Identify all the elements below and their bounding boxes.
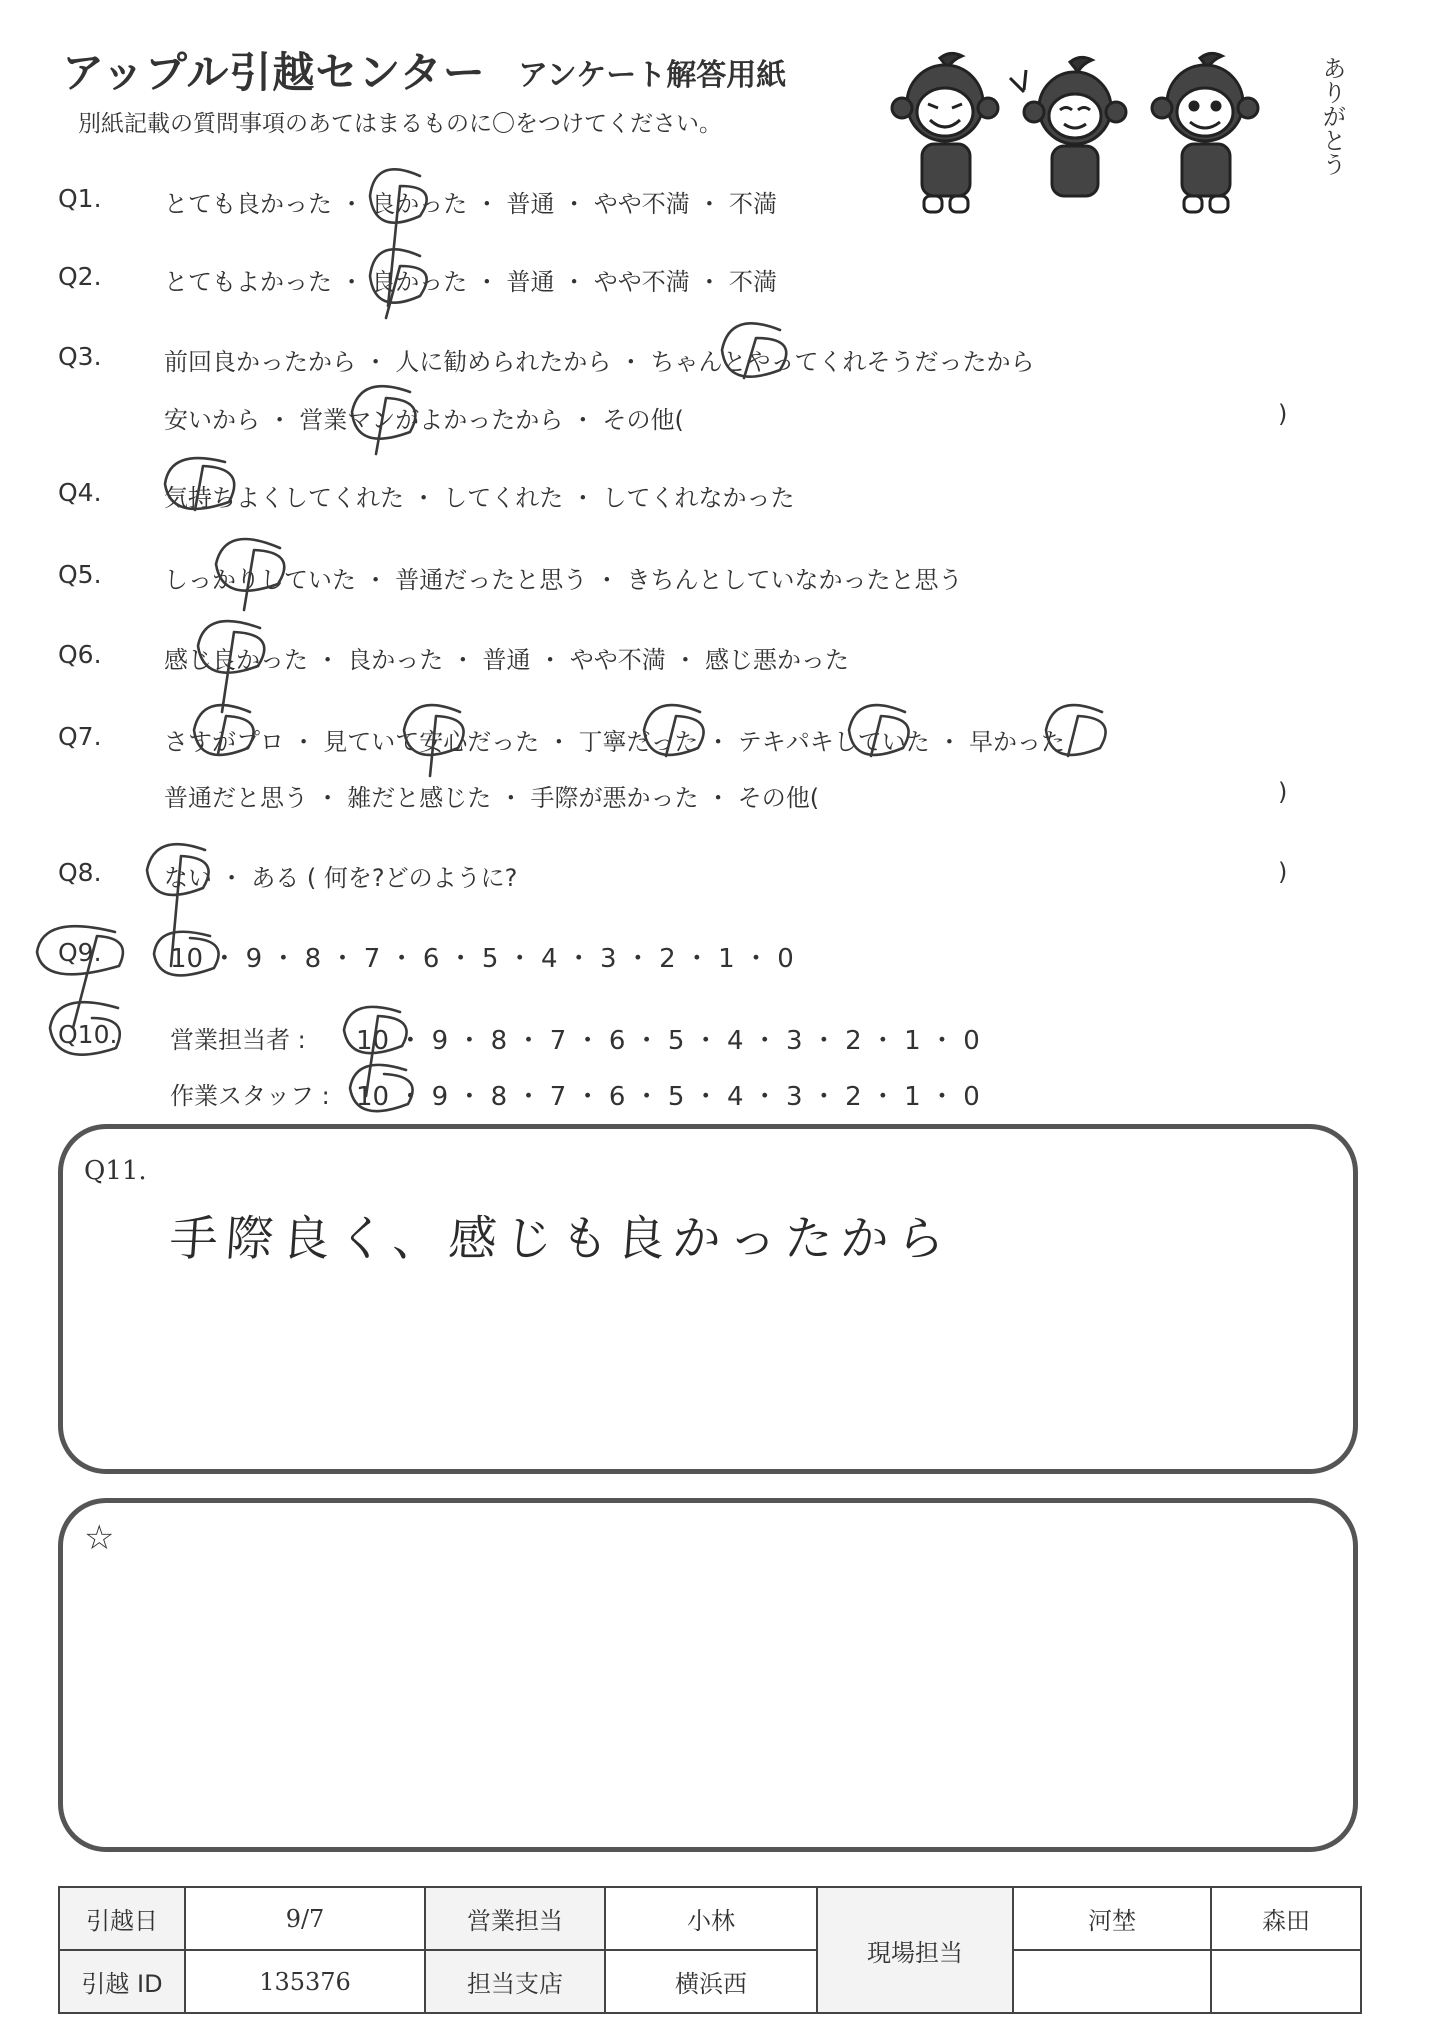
q3-close-paren: ) — [1278, 400, 1288, 428]
branch-value[interactable]: 横浜西 — [605, 1950, 817, 2013]
star-icon: ☆ — [84, 1518, 115, 1558]
mascot-text: ありがとう — [1318, 56, 1346, 176]
q9-label: Q9. — [58, 938, 102, 967]
move-id-value[interactable]: 135376 — [185, 1950, 425, 2013]
q10-label: Q10. — [58, 1020, 118, 1049]
q9-label-circle-mark — [37, 926, 123, 1028]
q10-sales-scale[interactable]: 10 ・ 9 ・ 8 ・ 7 ・ 6 ・ 5 ・ 4 ・ 3 ・ 2 ・ 1 ・ 0 — [356, 1026, 980, 1056]
form-subtitle: アンケート解答用紙 — [518, 58, 787, 93]
q9-scale[interactable]: 10 ・ 9 ・ 8 ・ 7 ・ 6 ・ 5 ・ 4 ・ 3 ・ 2 ・ 1 ・ 0 — [170, 944, 794, 974]
q10-sales-circle-mark — [344, 1007, 407, 1096]
q3-circle-mark-b — [352, 386, 415, 454]
site-rep-2-value[interactable]: 森田 — [1211, 1887, 1361, 1950]
q11-label: Q11. — [84, 1156, 147, 1186]
q3-options-line2[interactable]: 安いから ・ 営業マンがよかったから ・ その他( — [164, 406, 684, 434]
site-rep-label: 現場担当 — [817, 1887, 1013, 2013]
q4-circle-mark — [165, 458, 234, 510]
q7-circle-mark-a — [194, 705, 254, 755]
move-id-label: 引越 ID — [59, 1950, 185, 2013]
q4-label: Q4. — [58, 478, 102, 507]
site-rep-1-value[interactable]: 河埜 — [1013, 1887, 1211, 1950]
q10-label-circle-mark — [50, 1002, 120, 1054]
q2-circle-mark — [370, 249, 427, 318]
move-date-value[interactable]: 9/7 — [185, 1887, 425, 1950]
q7-close-paren: ) — [1278, 778, 1288, 806]
q1-circle-mark — [370, 169, 427, 306]
q1-options[interactable]: とても良かった ・ 良かった ・ 普通 ・ やや不満 ・ 不満 — [164, 190, 778, 218]
q6-circle-mark — [198, 621, 264, 712]
q8-close-paren: ) — [1278, 858, 1288, 886]
q5-label: Q5. — [58, 560, 102, 589]
q2-label: Q2. — [58, 262, 102, 291]
q10-sales-label: 営業担当者 : — [170, 1026, 306, 1054]
q5-options[interactable]: しっかりしていた ・ 普通だったと思う ・ きちんとしていなかったと思う — [164, 566, 963, 594]
sales-rep-label: 営業担当 — [425, 1887, 605, 1950]
q9-circle-mark — [154, 932, 219, 976]
q3-label: Q3. — [58, 342, 102, 371]
move-date-label: 引越日 — [59, 1887, 185, 1950]
q1-label: Q1. — [58, 184, 102, 213]
q10-staff-circle-mark — [350, 1065, 413, 1111]
branch-label: 担当支店 — [425, 1950, 605, 2013]
company-title: アップル引越センター — [62, 48, 486, 97]
q10-staff-scale[interactable]: 10 ・ 9 ・ 8 ・ 7 ・ 6 ・ 5 ・ 4 ・ 3 ・ 2 ・ 1 ・ 0 — [356, 1082, 980, 1112]
q11-answer[interactable]: 手際良く、感じも良かったから — [167, 1211, 955, 1267]
q6-options[interactable]: 感じ良かった ・ 良かった ・ 普通 ・ やや不満 ・ 感じ悪かった — [164, 646, 850, 674]
q7-circle-mark-b — [404, 705, 464, 776]
q10-staff-label: 作業スタッフ : — [170, 1082, 330, 1110]
q8-options[interactable]: ない ・ ある ( 何を?どのように? — [164, 864, 518, 892]
q7-options-line2[interactable]: 普通だと思う ・ 雑だと感じた ・ 手際が悪かった ・ その他( — [164, 784, 820, 812]
q7-circle-mark-c — [644, 705, 704, 756]
q7-options-line1[interactable]: さすがプロ ・ 見ていて安心だった ・ 丁寧だった ・ テキパキしていた ・ 早かった — [164, 728, 1066, 756]
q5-circle-mark — [216, 539, 284, 610]
q6-label: Q6. — [58, 640, 102, 669]
q4-options[interactable]: 気持ちよくしてくれた ・ してくれた ・ してくれなかった — [164, 484, 795, 512]
q3-options-line1[interactable]: 前回良かったから ・ 人に勧められたから ・ ちゃんとやってくれそうだったから — [164, 348, 1035, 376]
q7-circle-mark-d — [849, 705, 909, 756]
q7-circle-mark-e — [1046, 705, 1106, 756]
q2-options[interactable]: とてもよかった ・ 良かった ・ 普通 ・ やや不満 ・ 不満 — [164, 268, 778, 296]
q8-label: Q8. — [58, 858, 102, 887]
q3-circle-mark-a — [722, 323, 786, 378]
sales-rep-value[interactable]: 小林 — [605, 1887, 817, 1950]
instruction-text: 別紙記載の質問事項のあてはまるものに〇をつけてください。 — [78, 111, 722, 137]
q7-label: Q7. — [58, 722, 102, 751]
